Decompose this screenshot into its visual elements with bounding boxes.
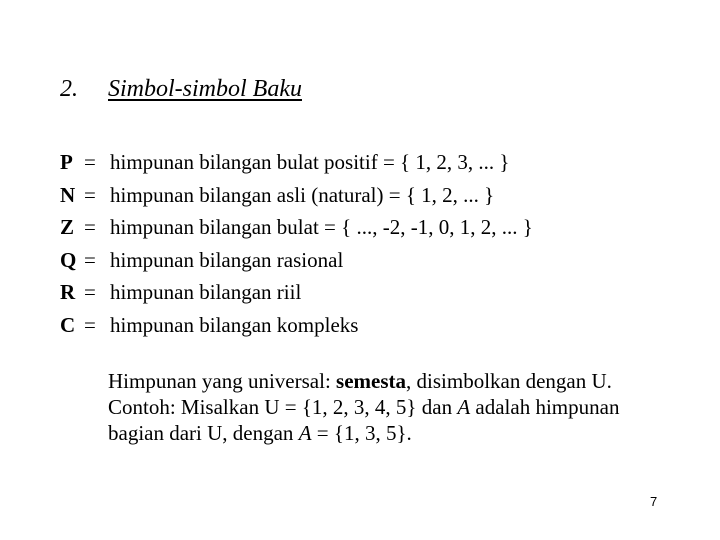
definition-row-c bbox=[60, 309, 533, 342]
example-part2: adalah himpunan bagian dari U, dengan bbox=[108, 395, 620, 445]
universal-prefix: Himpunan yang universal: bbox=[108, 369, 337, 393]
definition-equals: = bbox=[84, 247, 96, 272]
definition-row-n bbox=[60, 179, 533, 212]
definition-equals: = bbox=[84, 280, 96, 305]
definition-symbol: P bbox=[60, 150, 73, 174]
definition-text: himpunan bilangan kompleks bbox=[110, 312, 359, 337]
definition-symbol: Z bbox=[60, 215, 75, 240]
section-title: Simbol-simbol Baku bbox=[108, 76, 302, 102]
definition-row-r bbox=[60, 276, 533, 309]
definition-row-p bbox=[60, 146, 533, 179]
universal-set-paragraph bbox=[108, 368, 678, 394]
definition-text: himpunan bilangan asli (natural) = { 1, 2, ... } bbox=[110, 182, 495, 207]
section-heading bbox=[60, 76, 302, 103]
definition-symbol: R bbox=[60, 280, 76, 305]
example-var-a-second: A bbox=[298, 421, 312, 445]
definition-text: himpunan bilangan bulat positif = { 1, 2, 3, ... } bbox=[110, 150, 510, 174]
definition-equals: = bbox=[84, 215, 96, 240]
universal-term: semesta bbox=[336, 369, 407, 393]
example-part1: Contoh: Misalkan U = {1, 2, 3, 4, 5} dan bbox=[108, 395, 458, 419]
explanation-block bbox=[108, 368, 678, 446]
definition-text: himpunan bilangan riil bbox=[110, 280, 302, 305]
definition-symbol: C bbox=[60, 312, 76, 337]
section-number: 2. bbox=[60, 76, 78, 102]
definition-symbol: Q bbox=[60, 247, 77, 272]
example-part3: = {1, 3, 5}. bbox=[311, 421, 412, 445]
definition-text: himpunan bilangan rasional bbox=[110, 247, 344, 272]
page-number: 7 bbox=[650, 494, 658, 509]
symbol-definitions bbox=[60, 146, 533, 342]
definition-symbol: N bbox=[60, 182, 76, 207]
definition-row-q bbox=[60, 244, 533, 277]
example-var-a: A bbox=[457, 395, 471, 419]
definition-equals: = bbox=[84, 150, 96, 174]
example-paragraph bbox=[108, 394, 678, 446]
definition-equals: = bbox=[84, 312, 96, 337]
definition-row-z bbox=[60, 211, 533, 244]
definition-equals: = bbox=[84, 182, 96, 207]
definition-text: himpunan bilangan bulat = { ..., -2, -1, 0, 1, 2, ... } bbox=[110, 215, 533, 240]
universal-suffix: , disimbolkan dengan U. bbox=[406, 369, 612, 393]
